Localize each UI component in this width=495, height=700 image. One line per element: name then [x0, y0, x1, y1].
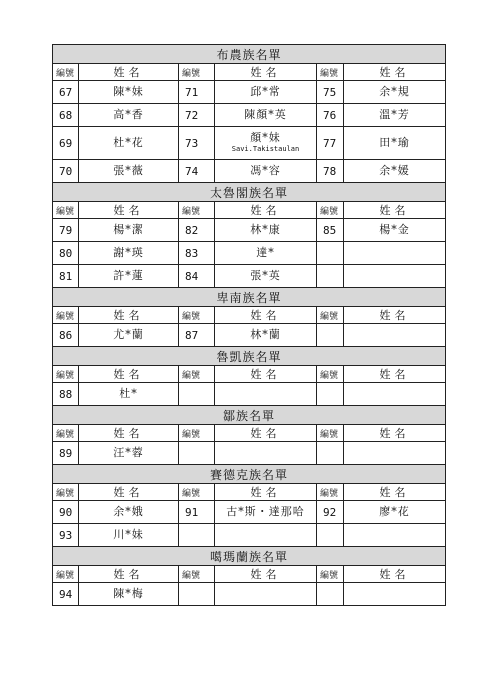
- number-column-header: 編號: [317, 202, 344, 219]
- member-name: 張*英: [215, 265, 317, 288]
- number-column-header: 編號: [179, 484, 215, 501]
- name-column-header: 姓名: [79, 566, 179, 583]
- member-number: 91: [179, 501, 215, 524]
- member-name: 邱*常: [215, 81, 317, 104]
- member-number: 73: [179, 127, 215, 160]
- group-title-row: [53, 45, 446, 64]
- table-row: [53, 583, 446, 606]
- roster-body: [53, 45, 446, 606]
- name-column-header: 姓名: [79, 202, 179, 219]
- number-column-header: 編號: [317, 366, 344, 383]
- group-title-row: [53, 465, 446, 484]
- member-number: 94: [53, 583, 79, 606]
- name-column-header: 姓名: [79, 307, 179, 324]
- member-number: [317, 583, 344, 606]
- name-column-header: 姓名: [215, 307, 317, 324]
- member-name: [215, 524, 317, 547]
- member-name: 謝*瑛: [79, 242, 179, 265]
- member-number: 69: [53, 127, 79, 160]
- member-number: 89: [53, 442, 79, 465]
- column-header-row: [53, 425, 446, 442]
- group-title: 太魯閣族名單: [53, 183, 446, 202]
- table-row: [53, 104, 446, 127]
- group-title-row: [53, 288, 446, 307]
- member-name: [344, 583, 446, 606]
- member-number: [317, 265, 344, 288]
- column-header-row: [53, 307, 446, 324]
- column-header-row: [53, 366, 446, 383]
- member-number: 70: [53, 160, 79, 183]
- table-row: [53, 219, 446, 242]
- number-column-header: 編號: [53, 307, 79, 324]
- name-column-header: 姓名: [215, 64, 317, 81]
- name-column-header: 姓名: [79, 366, 179, 383]
- member-number: [317, 524, 344, 547]
- member-number: [179, 524, 215, 547]
- member-name: 高*香: [79, 104, 179, 127]
- number-column-header: 編號: [317, 64, 344, 81]
- member-name: 溫*芳: [344, 104, 446, 127]
- member-number: 85: [317, 219, 344, 242]
- number-column-header: 編號: [317, 307, 344, 324]
- member-name: 杜*花: [79, 127, 179, 160]
- member-name: 許*蓮: [79, 265, 179, 288]
- number-column-header: 編號: [53, 366, 79, 383]
- number-column-header: 編號: [179, 202, 215, 219]
- name-column-header: 姓名: [79, 64, 179, 81]
- member-name: [215, 583, 317, 606]
- member-name: 達*: [215, 242, 317, 265]
- table-row: [53, 160, 446, 183]
- member-name: 廖*花: [344, 501, 446, 524]
- member-number: [317, 442, 344, 465]
- member-number: 76: [317, 104, 344, 127]
- group-title: 布農族名單: [53, 45, 446, 64]
- member-number: 88: [53, 383, 79, 406]
- member-number: [317, 242, 344, 265]
- number-column-header: 編號: [317, 484, 344, 501]
- table-row: [53, 265, 446, 288]
- member-name: [344, 324, 446, 347]
- member-number: 86: [53, 324, 79, 347]
- group-title-row: [53, 183, 446, 202]
- member-name: 林*康: [215, 219, 317, 242]
- name-column-header: 姓名: [344, 64, 446, 81]
- member-number: 77: [317, 127, 344, 160]
- table-row: [53, 442, 446, 465]
- group-title: 噶瑪蘭族名單: [53, 547, 446, 566]
- member-name: 楊*金: [344, 219, 446, 242]
- member-name: [344, 242, 446, 265]
- member-number: 84: [179, 265, 215, 288]
- member-name: 張*薇: [79, 160, 179, 183]
- column-header-row: [53, 566, 446, 583]
- member-name: 楊*潔: [79, 219, 179, 242]
- member-name: [344, 524, 446, 547]
- member-name: 余*媛: [344, 160, 446, 183]
- number-column-header: 編號: [179, 566, 215, 583]
- member-name: [344, 265, 446, 288]
- group-title: 魯凱族名單: [53, 347, 446, 366]
- member-number: [179, 442, 215, 465]
- number-column-header: 編號: [179, 64, 215, 81]
- number-column-header: 編號: [53, 484, 79, 501]
- member-number: 79: [53, 219, 79, 242]
- table-row: [53, 524, 446, 547]
- member-number: 75: [317, 81, 344, 104]
- column-header-row: [53, 202, 446, 219]
- number-column-header: 編號: [317, 566, 344, 583]
- member-number: [317, 324, 344, 347]
- member-name: [215, 442, 317, 465]
- member-name: 余*規: [344, 81, 446, 104]
- name-column-header: 姓名: [215, 484, 317, 501]
- member-number: 83: [179, 242, 215, 265]
- number-column-header: 編號: [53, 64, 79, 81]
- member-romanized-name: Savi.Takistaulan: [231, 145, 300, 153]
- member-name-text: 顏*妹: [250, 131, 281, 144]
- member-name: 陳顏*英: [215, 104, 317, 127]
- name-column-header: 姓名: [344, 366, 446, 383]
- member-name: 尤*蘭: [79, 324, 179, 347]
- member-number: 92: [317, 501, 344, 524]
- member-name: 余*娥: [79, 501, 179, 524]
- table-row: [53, 242, 446, 265]
- member-number: 78: [317, 160, 344, 183]
- name-column-header: 姓名: [215, 202, 317, 219]
- member-name: 汪*蓉: [79, 442, 179, 465]
- number-column-header: 編號: [179, 425, 215, 442]
- member-name: 川*妹: [79, 524, 179, 547]
- member-name: [344, 442, 446, 465]
- member-name: 陳*妹: [79, 81, 179, 104]
- name-column-header: 姓名: [344, 484, 446, 501]
- member-name: 田*瑜: [344, 127, 446, 160]
- member-name: 杜*: [79, 383, 179, 406]
- member-number: 71: [179, 81, 215, 104]
- member-name: 古*斯・達那哈: [215, 501, 317, 524]
- column-header-row: [53, 484, 446, 501]
- member-number: 87: [179, 324, 215, 347]
- member-name: [215, 383, 317, 406]
- table-row: [53, 383, 446, 406]
- member-number: 67: [53, 81, 79, 104]
- number-column-header: 編號: [53, 425, 79, 442]
- member-number: 93: [53, 524, 79, 547]
- member-number: 74: [179, 160, 215, 183]
- number-column-header: 編號: [53, 202, 79, 219]
- roster-table: [52, 44, 446, 606]
- member-number: 68: [53, 104, 79, 127]
- member-number: [179, 383, 215, 406]
- number-column-header: 編號: [53, 566, 79, 583]
- member-name: 陳*梅: [79, 583, 179, 606]
- member-name: [344, 383, 446, 406]
- table-row: [53, 81, 446, 104]
- name-column-header: 姓名: [344, 202, 446, 219]
- number-column-header: 編號: [317, 425, 344, 442]
- name-column-header: 姓名: [344, 425, 446, 442]
- name-column-header: 姓名: [215, 425, 317, 442]
- member-number: 82: [179, 219, 215, 242]
- group-title-row: [53, 547, 446, 566]
- group-title-row: [53, 347, 446, 366]
- name-column-header: 姓名: [215, 366, 317, 383]
- member-name: 林*蘭: [215, 324, 317, 347]
- column-header-row: [53, 64, 446, 81]
- name-column-header: 姓名: [79, 484, 179, 501]
- name-column-header: 姓名: [344, 307, 446, 324]
- table-row: [53, 127, 446, 160]
- member-number: 72: [179, 104, 215, 127]
- group-title-row: [53, 406, 446, 425]
- name-column-header: 姓名: [344, 566, 446, 583]
- member-number: [179, 583, 215, 606]
- table-row: [53, 501, 446, 524]
- name-column-header: 姓名: [215, 566, 317, 583]
- member-number: 90: [53, 501, 79, 524]
- name-column-header: 姓名: [79, 425, 179, 442]
- number-column-header: 編號: [179, 307, 215, 324]
- member-name: [215, 127, 317, 160]
- table-row: [53, 324, 446, 347]
- number-column-header: 編號: [179, 366, 215, 383]
- member-number: 80: [53, 242, 79, 265]
- group-title: 卑南族名單: [53, 288, 446, 307]
- member-number: 81: [53, 265, 79, 288]
- member-name: 馮*容: [215, 160, 317, 183]
- member-number: [317, 383, 344, 406]
- group-title: 賽德克族名單: [53, 465, 446, 484]
- group-title: 鄒族名單: [53, 406, 446, 425]
